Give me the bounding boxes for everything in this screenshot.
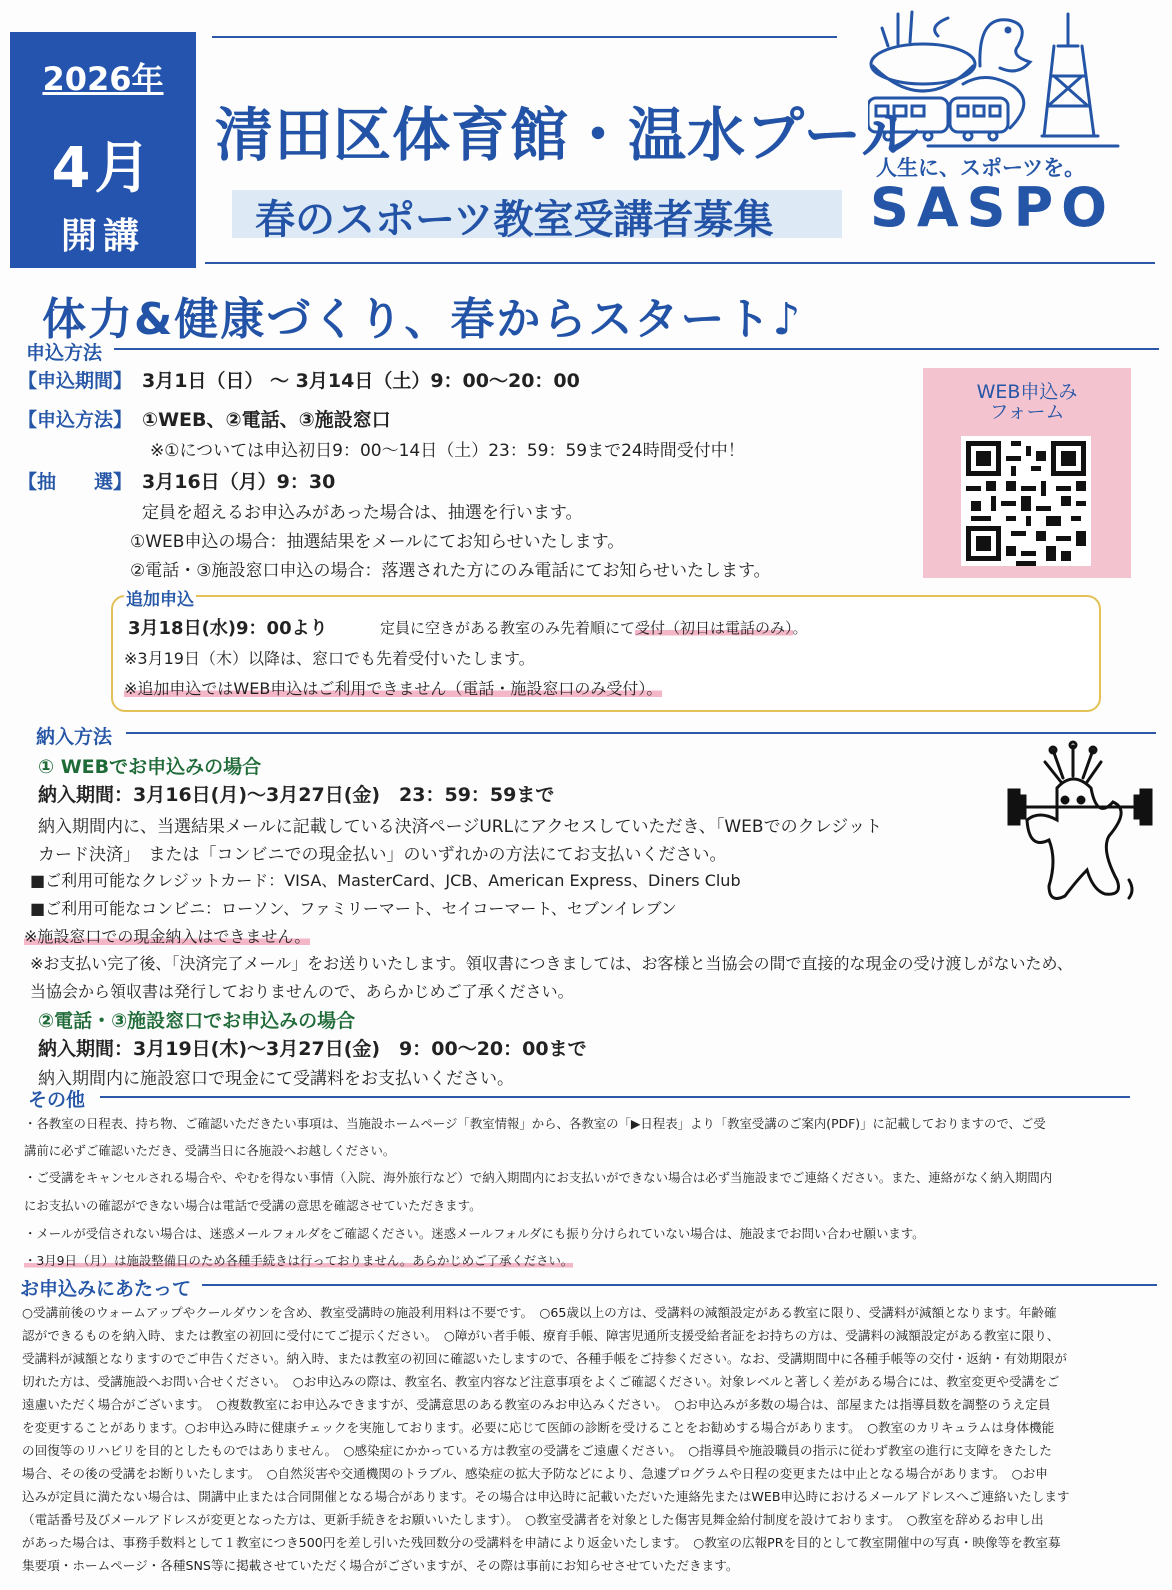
web-payment-line2: カード決済」 または「コンビニでの現金払い」のいずれかの方法にてお支払いください。 xyxy=(38,845,727,865)
additional-desc-highlight: 受付（初日は電話のみ） xyxy=(635,619,793,637)
notes-line-11: 集要項・ホームページ・各種SNS等に掲載させていただく場合がございますが、その際は事前にお知らせさせていただきます。 xyxy=(22,1558,739,1573)
notes-line-4: 遠慮いただく場合がございます。 ○複数教室にお申込みできますが、受講意思のある教室のみお申込みください。 ○お申込みが多数の場合は、部屋または指導員数を調整のうえ定員 xyxy=(22,1397,1051,1412)
lottery-line1: 定員を超えるお申込みがあった場合は、抽選を行います。 xyxy=(142,503,583,523)
web-application-form-panel xyxy=(923,368,1131,578)
no-cash-notice: ※施設窓口での現金納入はできません。 xyxy=(24,924,310,947)
section-notes-heading: お申込みにあたって xyxy=(20,1278,192,1300)
additional-description xyxy=(380,617,808,638)
web-payment-heading: ① WEBでお申込みの場合 xyxy=(38,756,262,778)
qr-code-icon[interactable] xyxy=(961,436,1091,566)
period-value: 3月1日（日） ～ 3月14日（土）9：00～20：00 xyxy=(142,370,580,392)
additional-date: 3月18日(水)9：00より xyxy=(128,618,328,639)
method-label: 【申込方法】 xyxy=(18,409,133,431)
method-note: ※①については申込初日9：00～14日（土）23：59：59まで24時間受付中！ xyxy=(150,441,745,461)
catch-copy: 体力&健康づくり、春からスタート♪ xyxy=(42,294,803,345)
year-text: 2026年 xyxy=(42,60,164,98)
saspo-logo: SASPO xyxy=(870,176,1116,239)
page-title: 清田区体育館・温水プール xyxy=(215,101,921,169)
web-payment-line1: 納入期間内に、当選結果メールに記載している決済ページURLにアクセスしていただき、「WEBでのクレジット xyxy=(38,817,883,837)
qr-label-line2: フォーム xyxy=(989,401,1065,423)
others-line-1: 講前に必ずご確認いただき、受講当日に各施設へお越しください。 xyxy=(24,1143,396,1158)
page-subtitle: 春のスポーツ教室受講者募集 xyxy=(255,197,774,243)
additional-desc-pre: 定員に空きがある教室のみ先着順にて xyxy=(380,619,636,637)
period-label: 【申込期間】 xyxy=(18,370,133,392)
convenience-stores-list: ■ご利用可能なコンビニ：ローソン、ファミリーマート、セイコーマート、セブンイレブン xyxy=(30,899,677,918)
notes-line-10: があった場合は、事務手数料として１教室につき500円を差し引いた残回数分の受講料を申請により返金いたします。 ○教室の広報PRを目的として教室開催中の写真・映像等を教室募 xyxy=(22,1535,1061,1550)
section-rule xyxy=(114,348,1159,350)
notes-line-1: 認ができるものを納入時、または教室の初回に受付にてご提示ください。 ○障がい者手帳、療育手帳、障害児通所支援受給者証をお持ちの方は、受講料の減額設定がある教室に限り、 xyxy=(22,1328,1060,1343)
notes-line-5: を変更することがあります。○お申込み時に健康チェックを実施しております。必要に応じて医師の診断を受けることをお勧めする場合があります。 ○教室のカリキュラムは身体機能 xyxy=(22,1420,1055,1435)
web-payment-period: 納入期間：3月16日(月)～3月27日(金) 23：59：59まで xyxy=(38,784,555,806)
notes-line-8: 込みが定員に満たない場合は、開講中止または合同開催となる場合があります。その場合は申込時に記載いただいた連絡先またはWEB申込時におけるメールアドレスへご連絡いたします xyxy=(22,1489,1070,1504)
opening-date-box xyxy=(10,32,196,268)
lottery-label: 【抽 選】 xyxy=(18,471,133,493)
credit-cards-list: ■ご利用可能なクレジットカード：VISA、MasterCard、JCB、American Express、Diners Club xyxy=(30,871,741,890)
others-line-5: ・3月9日（月）は施設整備日のため各種手続きは行っておりません。あらかじめご了承ください。 xyxy=(24,1253,574,1268)
method-value: ①WEB、②電話、③施設窓口 xyxy=(142,409,391,431)
receipt-note-line2: 当協会から領収書は発行しておりませんので、あらかじめご了承ください。 xyxy=(30,982,574,1001)
month-text: 4月 xyxy=(51,136,155,201)
notes-line-0: ○受講前後のウォームアップやクールダウンを含め、教室受講時の施設利用料は不要です。 ○65歳以上の方は、受講料の減額設定がある教室に限り、受講料が減額となります。年齢確 xyxy=(22,1305,1057,1320)
additional-heading: 追加申込 xyxy=(126,590,194,610)
others-line-0: ・各教室の日程表、持ち物、ご確認いただきたい事項は、当施設ホームページ「教室情報」から、各教室の「▶日程表」より「教室受講のご案内(PDF)」に記載しておりますので、ご受 xyxy=(24,1116,1046,1131)
notes-line-7: 場合、その後の受講をお断りいたします。 ○自然災害や交通機関のトラブル、感染症の拡大予防などにより、急遽プログラムや日程の変更または中止となる場合があります。 ○お申 xyxy=(22,1466,1048,1481)
header-rule-top xyxy=(212,36,837,38)
qr-label-line1: WEB申込み xyxy=(976,381,1078,403)
kaiko-text: 開講 xyxy=(60,216,145,257)
section-others-heading: その他 xyxy=(28,1089,86,1111)
additional-line3: ※追加申込ではWEB申込はご利用できません（電話・施設窓口のみ受付）。 xyxy=(124,676,662,699)
saspo-logo-illustration xyxy=(868,6,1128,156)
notes-line-2: 受講料が減額となりますのでご申告ください。納入時、または教室の初回に確認いたしますので、各種手帳をご持参ください。なお、受講期間中に各種手帳等の交付・返納・有効期限が xyxy=(22,1351,1068,1366)
others-line-4: ・メールが受信されない場合は、迷惑メールフォルダをご確認ください。迷惑メールフォルダにも振り分けられていない場合は、施設までお問い合わせ願います。 xyxy=(24,1226,925,1241)
tel-payment-period: 納入期間：3月19日(木)～3月27日(金) 9：00～20：00まで xyxy=(38,1038,587,1060)
additional-heading-wrap xyxy=(124,585,196,610)
notes-line-3: 切れた方は、受講施設へお問い合せください。 ○お申込みの際は、教室名、教室内容など注意事項をよくご確認ください。対象レベルと著しく差がある場合には、教室変更や受講をご xyxy=(22,1374,1060,1389)
tel-payment-line: 納入期間内に施設窓口で現金にて受講料をお支払いください。 xyxy=(38,1069,514,1089)
notes-line-6: の回復等のリハビリを目的としたものではありません。 ○感染症にかかっている方は教室の受講をご遠慮ください。 ○指導員や施設職員の指示に従わず教室の進行に支障をきたした xyxy=(22,1443,1052,1458)
header-rule-bottom xyxy=(205,262,1155,264)
weightlifting-mascot-illustration xyxy=(1005,740,1155,915)
section-rule xyxy=(202,1284,1157,1286)
section-application-heading: 申込方法 xyxy=(26,342,103,364)
notes-line-9: （電話番号及びメールアドレスが変更となった方は、更新手続きをお願いいたします）。 ○教室受講者を対象とした傷害見舞金給付制度を設けております。 ○教室を辞めるお申し出 xyxy=(22,1512,1044,1527)
lottery-line2: ①WEB申込の場合：抽選結果をメールにてお知らせいたします。 xyxy=(130,532,625,552)
section-rule xyxy=(126,732,1156,734)
lottery-line3: ②電話・③施設窓口申込の場合：落選された方にのみ電話にてお知らせいたします。 xyxy=(130,561,771,581)
tel-payment-heading: ②電話・③施設窓口でお申込みの場合 xyxy=(38,1010,356,1032)
logo-tagline: 人生に、スポーツを。 xyxy=(876,156,1086,180)
receipt-note-line1: ※お支払い完了後、「決済完了メール」をお送りいたします。領収書につきましては、お客様と当協会の間で直接的な現金の受け渡しがないため、 xyxy=(30,954,1073,973)
others-line-3: にお支払いの確認ができない場合は電話で受講の意思を確認させていただきます。 xyxy=(24,1198,482,1213)
additional-line2: ※3月19日（木）以降は、窓口でも先着受付いたします。 xyxy=(124,649,535,668)
others-line-2: ・ご受講をキャンセルされる場合や、やむを得ない事情（入院、海外旅行など）で納入期間内にお支払いができない場合は必ず当施設までご連絡ください。また、連絡がなく納入期間内 xyxy=(24,1170,1053,1185)
section-rule xyxy=(100,1096,1130,1098)
lottery-value: 3月16日（月）9：30 xyxy=(142,471,336,493)
additional-desc-post: 。 xyxy=(792,619,808,637)
section-payment-heading: 納入方法 xyxy=(36,726,113,748)
